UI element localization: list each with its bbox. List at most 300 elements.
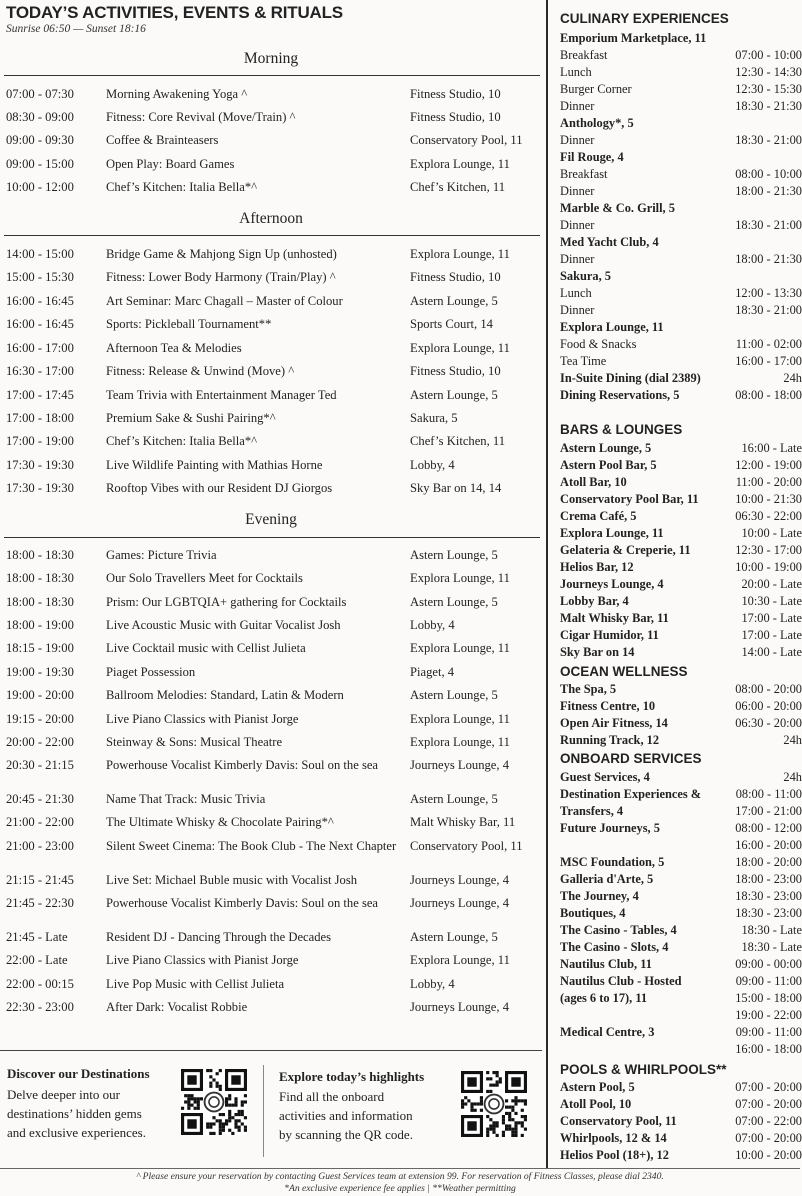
culinary-row (560, 235, 802, 252)
bars-venue: Conservatory Pool Bar, 11 (560, 492, 699, 506)
services-row (560, 906, 802, 923)
bars-row (560, 628, 802, 645)
culinary-venue: Marble & Co. Grill, 5 (560, 201, 675, 215)
footnote-fees: *An exclusive experience fee applies | **Weather permitting (284, 1183, 516, 1194)
event-location: Astern Lounge, 5 (410, 548, 498, 562)
event-name: Resident DJ - Dancing Through the Decades (106, 930, 331, 944)
bars-venue: Helios Bar, 12 (560, 560, 634, 574)
bars-row (560, 594, 802, 611)
bars-venue: Astern Pool Bar, 5 (560, 458, 657, 472)
event-location: Journeys Lounge, 4 (410, 873, 509, 887)
bars-hours: 17:00 - Late (741, 611, 802, 625)
event-name: Fitness: Core Revival (Move/Train) ^ (106, 110, 296, 124)
services-hours: 18:00 - 20:00 (735, 855, 802, 869)
event-row (0, 571, 542, 591)
culinary-venue: Tea Time (560, 354, 607, 368)
culinary-row (560, 116, 802, 133)
event-time: 08:30 - 09:00 (6, 110, 74, 124)
services-venue: Future Journeys, 5 (560, 821, 660, 835)
culinary-venue: Breakfast (560, 48, 608, 62)
event-row (0, 839, 542, 859)
culinary-row (560, 184, 802, 201)
bars-row (560, 492, 802, 509)
culinary-row (560, 252, 802, 269)
pools-row (560, 1080, 802, 1097)
culinary-venue: Breakfast (560, 167, 608, 181)
services-hours: 19:00 - 22:00 (735, 1008, 802, 1022)
destinations-line: and exclusive experiences. (7, 1125, 146, 1140)
event-row (0, 87, 542, 107)
destinations-qr-code[interactable] (181, 1069, 247, 1135)
culinary-venue: Lunch (560, 65, 592, 79)
event-name: Live Cocktail music with Cellist Julieta (106, 641, 306, 655)
bars-row (560, 543, 802, 560)
pools-row (560, 1114, 802, 1131)
pools-heading: POOLS & WHIRLPOOLS** (560, 1062, 727, 1077)
culinary-venue: In-Suite Dining (dial 2389) (560, 371, 701, 385)
culinary-hours: 12:30 - 15:30 (735, 82, 802, 96)
bars-venue: Astern Lounge, 5 (560, 441, 652, 455)
services-hours: 18:30 - 23:00 (735, 889, 802, 903)
event-time: 20:30 - 21:15 (6, 758, 74, 772)
pools-row (560, 1148, 802, 1165)
event-time: 21:45 - 22:30 (6, 896, 74, 910)
bars-hours: 12:00 - 19:00 (735, 458, 802, 472)
culinary-venue: Dining Reservations, 5 (560, 388, 680, 402)
event-time: 22:00 - 00:15 (6, 977, 74, 991)
bars-row (560, 577, 802, 594)
culinary-venue: Sakura, 5 (560, 269, 611, 283)
bars-hours: 11:00 - 20:00 (735, 475, 802, 489)
event-location: Fitness Studio, 10 (410, 87, 501, 101)
services-row (560, 1042, 802, 1059)
section-divider (4, 75, 540, 76)
culinary-row (560, 31, 802, 48)
event-location: Sakura, 5 (410, 411, 458, 425)
bars-row (560, 475, 802, 492)
event-location: Astern Lounge, 5 (410, 294, 498, 308)
culinary-venue: Dinner (560, 218, 595, 232)
culinary-hours: 08:00 - 10:00 (735, 167, 802, 181)
event-location: Fitness Studio, 10 (410, 110, 501, 124)
pools-hours: 07:00 - 20:00 (735, 1131, 802, 1145)
event-time: 21:00 - 22:00 (6, 815, 74, 829)
services-row (560, 787, 802, 804)
event-row (0, 294, 542, 314)
services-row (560, 940, 802, 957)
event-name: Steinway & Sons: Musical Theatre (106, 735, 283, 749)
services-hours: 18:30 - Late (741, 940, 802, 954)
event-location: Explora Lounge, 11 (410, 247, 510, 261)
services-hours: 08:00 - 11:00 (735, 787, 802, 801)
wellness-hours: 24h (783, 733, 802, 747)
event-time: 18:00 - 19:00 (6, 618, 74, 632)
bars-row (560, 560, 802, 577)
event-name: Chef’s Kitchen: Italia Bella*^ (106, 180, 258, 194)
event-row (0, 364, 542, 384)
services-row (560, 991, 802, 1008)
services-row (560, 838, 802, 855)
event-name: After Dark: Vocalist Robbie (106, 1000, 248, 1014)
bars-hours: 14:00 - Late (741, 645, 802, 659)
culinary-hours: 18:30 - 21:30 (735, 99, 802, 113)
services-venue: Galleria d'Arte, 5 (560, 872, 654, 886)
promo-divider (263, 1065, 264, 1157)
section-title: Afternoon (239, 210, 303, 227)
event-row (0, 977, 542, 997)
event-time: 18:15 - 19:00 (6, 641, 74, 655)
culinary-row (560, 303, 802, 320)
highlights-line: activities and information (279, 1108, 413, 1123)
bars-row (560, 441, 802, 458)
event-row (0, 110, 542, 130)
bars-hours: 10:30 - Late (741, 594, 802, 608)
event-location: Astern Lounge, 5 (410, 595, 498, 609)
wellness-row (560, 733, 802, 750)
services-heading: ONBOARD SERVICES (560, 751, 702, 766)
event-row (0, 896, 542, 916)
event-time: 22:00 - Late (6, 953, 68, 967)
services-row (560, 872, 802, 889)
event-row (0, 317, 542, 337)
bars-row (560, 611, 802, 628)
pools-hours: 07:00 - 20:00 (735, 1080, 802, 1094)
culinary-venue: Burger Corner (560, 82, 632, 96)
culinary-hours: 12:00 - 13:30 (735, 286, 802, 300)
event-location: Astern Lounge, 5 (410, 388, 498, 402)
services-venue: Medical Centre, 3 (560, 1025, 655, 1039)
services-hours: 16:00 - 20:00 (735, 838, 802, 852)
services-venue: (ages 6 to 17), 11 (560, 991, 648, 1005)
event-location: Explora Lounge, 11 (410, 712, 510, 726)
event-location: Piaget, 4 (410, 665, 455, 679)
event-time: 21:00 - 23:00 (6, 839, 74, 853)
bars-venue: Cigar Humidor, 11 (560, 628, 659, 642)
event-location: Sky Bar on 14, 14 (410, 481, 502, 495)
event-location: Lobby, 4 (410, 977, 455, 991)
culinary-hours: 18:30 - 21:00 (735, 133, 802, 147)
wellness-row (560, 716, 802, 733)
event-name: Rooftop Vibes with our Resident DJ Giorgos (106, 481, 333, 495)
services-row (560, 1025, 802, 1042)
event-row (0, 815, 542, 835)
section-title: Evening (245, 511, 297, 528)
bars-hours: 10:00 - 19:00 (735, 560, 802, 574)
culinary-venue: Med Yacht Club, 4 (560, 235, 659, 249)
bars-venue: Journeys Lounge, 4 (560, 577, 664, 591)
event-time: 18:00 - 18:30 (6, 548, 74, 562)
event-name: The Ultimate Whisky & Chocolate Pairing*^ (106, 815, 334, 829)
event-row (0, 930, 542, 950)
pools-venue: Whirlpools, 12 & 14 (560, 1131, 667, 1145)
event-row (0, 548, 542, 568)
culinary-hours: 24h (783, 371, 802, 385)
bars-venue: Atoll Bar, 10 (560, 475, 627, 489)
culinary-row (560, 337, 802, 354)
event-name: Art Seminar: Marc Chagall – Master of Colour (106, 294, 343, 308)
event-location: Explora Lounge, 11 (410, 735, 510, 749)
event-row (0, 157, 542, 177)
bars-hours: 10:00 - Late (741, 526, 802, 540)
event-time: 21:15 - 21:45 (6, 873, 74, 887)
culinary-hours: 08:00 - 18:00 (735, 388, 802, 402)
event-time: 15:00 - 15:30 (6, 270, 74, 284)
bars-row (560, 458, 802, 475)
services-hours: 15:00 - 18:00 (735, 991, 802, 1005)
event-name: Powerhouse Vocalist Kimberly Davis: Soul on the sea (106, 758, 379, 772)
services-hours: 09:00 - 11:00 (735, 1025, 802, 1039)
event-time: 17:00 - 17:45 (6, 388, 74, 402)
event-location: Chef’s Kitchen, 11 (410, 180, 506, 194)
event-name: Chef’s Kitchen: Italia Bella*^ (106, 434, 258, 448)
event-name: Morning Awakening Yoga ^ (106, 87, 248, 101)
event-row (0, 665, 542, 685)
culinary-hours: 18:00 - 21:30 (735, 252, 802, 266)
event-name: Coffee & Brainteasers (106, 133, 219, 147)
bars-venue: Crema Café, 5 (560, 509, 637, 523)
event-location: Journeys Lounge, 4 (410, 896, 509, 910)
event-name: Our Solo Travellers Meet for Cocktails (106, 571, 303, 585)
bars-row (560, 526, 802, 543)
bars-hours: 20:00 - Late (741, 577, 802, 591)
wellness-hours: 08:00 - 20:00 (735, 682, 802, 696)
culinary-venue: Dinner (560, 252, 595, 266)
services-hours: 09:00 - 11:00 (735, 974, 802, 988)
culinary-row (560, 99, 802, 116)
event-time: 19:00 - 19:30 (6, 665, 74, 679)
bars-venue: Lobby Bar, 4 (560, 594, 629, 608)
event-row (0, 792, 542, 812)
culinary-row (560, 388, 802, 405)
event-location: Fitness Studio, 10 (410, 270, 501, 284)
bars-row (560, 509, 802, 526)
culinary-row (560, 269, 802, 286)
culinary-row (560, 320, 802, 337)
culinary-hours: 18:30 - 21:00 (735, 303, 802, 317)
highlights-line: Find all the onboard (279, 1089, 385, 1104)
culinary-row (560, 82, 802, 99)
culinary-venue: Dinner (560, 184, 595, 198)
culinary-row (560, 201, 802, 218)
event-name: Sports: Pickleball Tournament** (106, 317, 272, 331)
highlights-text (279, 1087, 455, 1144)
event-location: Journeys Lounge, 4 (410, 758, 509, 772)
event-location: Lobby, 4 (410, 618, 455, 632)
services-hours: 18:00 - 23:00 (735, 872, 802, 886)
event-location: Fitness Studio, 10 (410, 364, 501, 378)
pools-hours: 07:00 - 22:00 (735, 1114, 802, 1128)
pools-venue: Atoll Pool, 10 (560, 1097, 632, 1111)
culinary-row (560, 133, 802, 150)
destinations-line: Delve deeper into our (7, 1087, 120, 1102)
services-venue: Boutiques, 4 (560, 906, 626, 920)
event-row (0, 758, 542, 778)
event-location: Lobby, 4 (410, 458, 455, 472)
event-name: Premium Sake & Sushi Pairing*^ (106, 411, 276, 425)
services-hours: 08:00 - 12:00 (735, 821, 802, 835)
destinations-line: destinations’ hidden gems (7, 1106, 142, 1121)
event-row (0, 388, 542, 408)
services-venue: MSC Foundation, 5 (560, 855, 665, 869)
event-time: 10:00 - 12:00 (6, 180, 74, 194)
culinary-venue: Fil Rouge, 4 (560, 150, 624, 164)
section-title: Morning (243, 50, 299, 67)
event-name: Silent Sweet Cinema: The Book Club - The Next Chapter (106, 839, 397, 853)
event-location: Sports Court, 14 (410, 317, 493, 331)
event-time: 20:00 - 22:00 (6, 735, 74, 749)
event-row (0, 953, 542, 973)
bars-hours: 06:30 - 22:00 (735, 509, 802, 523)
services-row (560, 855, 802, 872)
event-row (0, 180, 542, 200)
culinary-venue: Food & Snacks (560, 337, 637, 351)
event-name: Fitness: Lower Body Harmony (Train/Play) ^ (106, 270, 336, 284)
event-name: Live Piano Classics with Pianist Jorge (106, 712, 299, 726)
highlights-line: by scanning the QR code. (279, 1127, 413, 1142)
bars-venue: Malt Whisky Bar, 11 (560, 611, 669, 625)
wellness-venue: Open Air Fitness, 14 (560, 716, 668, 730)
services-row (560, 804, 802, 821)
culinary-hours: 18:30 - 21:00 (735, 218, 802, 232)
wellness-row (560, 699, 802, 716)
pools-hours: 10:00 - 20:00 (735, 1148, 802, 1162)
section-divider (4, 537, 540, 538)
event-row (0, 458, 542, 478)
culinary-row (560, 150, 802, 167)
event-name: Ballroom Melodies: Standard, Latin & Modern (106, 688, 344, 702)
bars-venue: Sky Bar on 14 (560, 645, 635, 659)
culinary-hours: 18:00 - 21:30 (735, 184, 802, 198)
culinary-venue: Dinner (560, 99, 595, 113)
event-row (0, 133, 542, 153)
event-time: 17:30 - 19:30 (6, 481, 74, 495)
event-time: 17:00 - 19:00 (6, 434, 74, 448)
culinary-hours: 16:00 - 17:00 (735, 354, 802, 368)
event-location: Explora Lounge, 11 (410, 341, 510, 355)
services-venue: Destination Experiences & (560, 787, 702, 801)
event-location: Conservatory Pool, 11 (410, 839, 523, 853)
culinary-venue: Anthology*, 5 (560, 116, 634, 130)
services-hours: 09:00 - 00:00 (735, 957, 802, 971)
event-location: Explora Lounge, 11 (410, 641, 510, 655)
wellness-hours: 06:30 - 20:00 (735, 716, 802, 730)
event-name: Games: Picture Trivia (106, 548, 217, 562)
event-row (0, 341, 542, 361)
venues-panel (546, 0, 800, 1168)
pools-venue: Astern Pool, 5 (560, 1080, 635, 1094)
event-location: Astern Lounge, 5 (410, 792, 498, 806)
event-name: Name That Track: Music Trivia (106, 792, 266, 806)
event-name: Live Set: Michael Buble music with Vocalist Josh (106, 873, 358, 887)
event-time: 19:00 - 20:00 (6, 688, 74, 702)
bars-hours: 17:00 - Late (741, 628, 802, 642)
event-name: Live Pop Music with Cellist Julieta (106, 977, 285, 991)
event-time: 09:00 - 09:30 (6, 133, 74, 147)
services-hours: 24h (783, 770, 802, 784)
pools-row (560, 1097, 802, 1114)
wellness-hours: 06:00 - 20:00 (735, 699, 802, 713)
culinary-row (560, 65, 802, 82)
wellness-venue: The Spa, 5 (560, 682, 617, 696)
event-name: Open Play: Board Games (106, 157, 235, 171)
event-name: Live Wildlife Painting with Mathias Horne (106, 458, 323, 472)
culinary-venue: Emporium Marketplace, 11 (560, 31, 707, 45)
event-row (0, 735, 542, 755)
event-time: 16:30 - 17:00 (6, 364, 74, 378)
event-name: Bridge Game & Mahjong Sign Up (unhosted) (106, 247, 337, 261)
sun-times: Sunrise 06:50 — Sunset 18:16 (6, 23, 146, 35)
event-row (0, 712, 542, 732)
event-name: Team Trivia with Entertainment Manager Ted (106, 388, 337, 402)
event-row (0, 595, 542, 615)
event-time: 16:00 - 16:45 (6, 294, 74, 308)
culinary-venue: Dinner (560, 133, 595, 147)
culinary-hours: 12:30 - 14:30 (735, 65, 802, 79)
event-location: Astern Lounge, 5 (410, 688, 498, 702)
services-hours: 16:00 - 18:00 (735, 1042, 802, 1056)
event-time: 16:00 - 17:00 (6, 341, 74, 355)
services-row (560, 1008, 802, 1025)
event-time: 22:30 - 23:00 (6, 1000, 74, 1014)
culinary-row (560, 286, 802, 303)
culinary-row (560, 48, 802, 65)
event-time: 14:00 - 15:00 (6, 247, 74, 261)
event-time: 18:00 - 18:30 (6, 571, 74, 585)
event-row (0, 1000, 542, 1020)
services-row (560, 974, 802, 991)
wellness-heading: OCEAN WELLNESS (560, 664, 688, 679)
services-row (560, 889, 802, 906)
footnotes (0, 1168, 800, 1196)
event-time: 20:45 - 21:30 (6, 792, 74, 806)
culinary-venue: Dinner (560, 303, 595, 317)
event-row (0, 688, 542, 708)
event-location: Chef’s Kitchen, 11 (410, 434, 506, 448)
culinary-hours: 07:00 - 10:00 (735, 48, 802, 62)
section-divider (4, 235, 540, 236)
culinary-hours: 11:00 - 02:00 (735, 337, 802, 351)
wellness-row (560, 682, 802, 699)
event-row (0, 481, 542, 501)
culinary-venue: Explora Lounge, 11 (560, 320, 664, 334)
services-venue: The Casino - Slots, 4 (560, 940, 669, 954)
event-location: Conservatory Pool, 11 (410, 133, 523, 147)
pools-venue: Helios Pool (18+), 12 (560, 1148, 669, 1162)
destinations-title: Discover our Destinations (7, 1066, 150, 1081)
event-location: Journeys Lounge, 4 (410, 1000, 509, 1014)
culinary-row (560, 218, 802, 235)
event-row (0, 618, 542, 638)
promo-area (0, 1050, 542, 1168)
services-row (560, 923, 802, 940)
culinary-venue: Lunch (560, 286, 592, 300)
wellness-venue: Fitness Centre, 10 (560, 699, 656, 713)
services-venue: Transfers, 4 (560, 804, 624, 818)
culinary-row (560, 354, 802, 371)
bars-heading: BARS & LOUNGES (560, 422, 683, 437)
services-venue: The Journey, 4 (560, 889, 639, 903)
pools-venue: Conservatory Pool, 11 (560, 1114, 677, 1128)
bars-venue: Gelateria & Creperie, 11 (560, 543, 691, 557)
destinations-text (7, 1085, 175, 1142)
highlights-qr-code[interactable] (461, 1071, 527, 1137)
event-row (0, 270, 542, 290)
services-hours: 18:30 - Late (741, 923, 802, 937)
bars-hours: 10:00 - 21:30 (735, 492, 802, 506)
culinary-row (560, 167, 802, 184)
event-time: 07:00 - 07:30 (6, 87, 74, 101)
event-location: Malt Whisky Bar, 11 (410, 815, 516, 829)
